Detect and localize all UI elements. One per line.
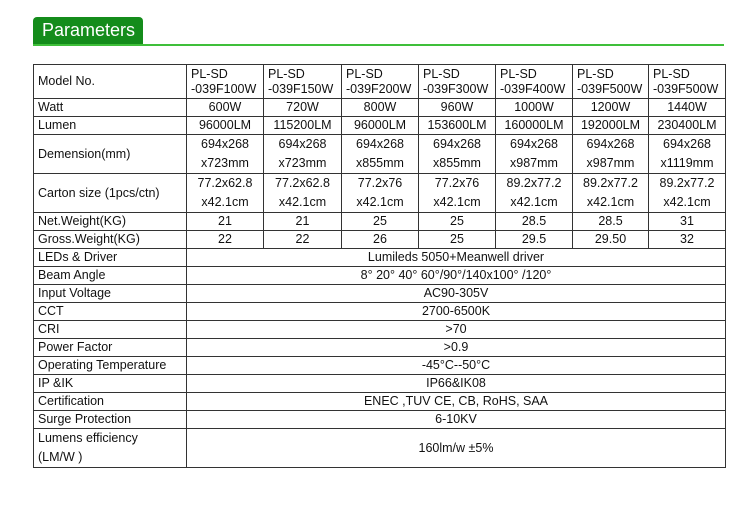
model-series: PL-SD	[191, 66, 228, 81]
label-line: (LM/W )	[38, 450, 83, 464]
value-line: 694x268	[586, 137, 635, 151]
model-series: PL-SD	[268, 66, 305, 81]
value-line: 77.2x76	[434, 176, 480, 190]
row-watt	[34, 99, 726, 117]
value-line: 694x268	[663, 137, 711, 151]
row-label: Power Factor	[34, 339, 187, 357]
row-shared	[34, 393, 726, 411]
row-shared	[34, 249, 726, 267]
value-cell	[573, 174, 649, 213]
row-label: Beam Angle	[34, 267, 187, 285]
shared-value: 6-10KV	[187, 411, 726, 429]
value-cell: 160000LM	[496, 117, 573, 135]
value-cell: 21	[187, 213, 264, 231]
model-series: PL-SD	[346, 66, 383, 81]
row-label: CRI	[34, 321, 187, 339]
row-label: Operating Temperature	[34, 357, 187, 375]
model-cell	[342, 65, 419, 99]
shared-value: 8° 20° 40° 60°/90°/140x100° /120°	[187, 267, 726, 285]
value-cell: 31	[649, 213, 726, 231]
value-line: x42.1cm	[663, 195, 711, 209]
value-line: 89.2x77.2	[583, 176, 638, 190]
model-code: -039F500W	[653, 81, 719, 96]
label-line: Lumens efficiency	[38, 431, 138, 445]
value-cell	[342, 135, 419, 174]
value-line: x855mm	[356, 156, 404, 170]
value-line: x855mm	[433, 156, 481, 170]
value-cell: 96000LM	[187, 117, 264, 135]
model-series: PL-SD	[500, 66, 537, 81]
shared-value: 2700-6500K	[187, 303, 726, 321]
value-line: x42.1cm	[433, 195, 481, 209]
value-cell: 1000W	[496, 99, 573, 117]
value-cell	[419, 135, 496, 174]
model-code: -039F300W	[423, 81, 489, 96]
row-lumen	[34, 117, 726, 135]
value-cell: 25	[419, 213, 496, 231]
value-line: 694x268	[433, 137, 481, 151]
value-line: x1119mm	[660, 156, 714, 170]
model-code: -039F200W	[346, 81, 412, 96]
value-line: 77.2x62.8	[197, 176, 253, 190]
row-shared	[34, 321, 726, 339]
row-shared	[34, 375, 726, 393]
value-line: 694x268	[356, 137, 404, 151]
value-cell	[496, 135, 573, 174]
value-line: x42.1cm	[586, 195, 635, 209]
value-line: x987mm	[510, 156, 558, 170]
model-code: -039F150W	[268, 81, 334, 96]
value-cell: 28.5	[496, 213, 573, 231]
value-cell	[573, 135, 649, 174]
value-line: x42.1cm	[278, 195, 327, 209]
row-carton	[34, 174, 726, 213]
row-shared	[34, 285, 726, 303]
value-cell: 800W	[342, 99, 419, 117]
row-net-weight	[34, 213, 726, 231]
model-series: PL-SD	[577, 66, 614, 81]
model-series: PL-SD	[653, 66, 690, 81]
value-line: x42.1cm	[356, 195, 404, 209]
value-cell: 21	[264, 213, 342, 231]
value-cell: 28.5	[573, 213, 649, 231]
model-cell	[496, 65, 573, 99]
value-cell: 26	[342, 231, 419, 249]
value-cell	[264, 135, 342, 174]
row-label: LEDs & Driver	[34, 249, 187, 267]
value-line: 77.2x76	[357, 176, 403, 190]
row-label: Lumen	[34, 117, 187, 135]
row-label: CCT	[34, 303, 187, 321]
value-cell: 25	[419, 231, 496, 249]
model-cell	[573, 65, 649, 99]
row-label: Net.Weight(KG)	[34, 213, 187, 231]
row-label: Carton size (1pcs/ctn)	[34, 174, 187, 213]
value-cell: 1200W	[573, 99, 649, 117]
shared-value: AC90-305V	[187, 285, 726, 303]
value-line: 89.2x77.2	[659, 176, 715, 190]
model-code: -039F100W	[191, 81, 257, 96]
shared-value: >0.9	[187, 339, 726, 357]
value-line: 77.2x62.8	[275, 176, 330, 190]
row-label	[34, 429, 187, 468]
shared-value: >70	[187, 321, 726, 339]
model-cell	[264, 65, 342, 99]
section-title-tab	[33, 17, 143, 44]
value-line: 694x268	[510, 137, 558, 151]
value-line: x987mm	[586, 156, 635, 170]
value-line: 694x268	[278, 137, 327, 151]
value-cell	[264, 174, 342, 213]
model-cell	[419, 65, 496, 99]
value-line: x42.1cm	[510, 195, 558, 209]
value-cell: 25	[342, 213, 419, 231]
row-label: Gross.Weight(KG)	[34, 231, 187, 249]
row-label: Watt	[34, 99, 187, 117]
model-cell	[649, 65, 726, 99]
row-label: Surge Protection	[34, 411, 187, 429]
value-line: 694x268	[201, 137, 249, 151]
row-shared	[34, 303, 726, 321]
value-cell: 96000LM	[342, 117, 419, 135]
value-cell: 1440W	[649, 99, 726, 117]
value-line: 89.2x77.2	[506, 176, 562, 190]
row-shared	[34, 357, 726, 375]
row-label: Certification	[34, 393, 187, 411]
value-cell: 192000LM	[573, 117, 649, 135]
value-cell: 153600LM	[419, 117, 496, 135]
value-line: x42.1cm	[201, 195, 249, 209]
model-code: -039F400W	[500, 81, 566, 96]
value-cell: 960W	[419, 99, 496, 117]
value-cell: 32	[649, 231, 726, 249]
row-label: IP &IK	[34, 375, 187, 393]
row-shared	[34, 411, 726, 429]
shared-value: Lumileds 5050+Meanwell driver	[187, 249, 726, 267]
value-cell: 230400LM	[649, 117, 726, 135]
section-title: Parameters	[42, 20, 136, 40]
value-cell	[649, 174, 726, 213]
model-row	[34, 65, 726, 99]
row-label: Model No.	[34, 65, 187, 99]
value-cell	[496, 174, 573, 213]
value-cell	[187, 135, 264, 174]
value-cell: 600W	[187, 99, 264, 117]
row-dimension	[34, 135, 726, 174]
model-code: -039F500W	[577, 81, 643, 96]
row-label: Input Voltage	[34, 285, 187, 303]
value-cell: 29.5	[496, 231, 573, 249]
row-shared	[34, 267, 726, 285]
row-label: Demension(mm)	[34, 135, 187, 174]
value-line: x723mm	[201, 156, 249, 170]
section-divider	[33, 44, 724, 46]
shared-value: IP66&IK08	[187, 375, 726, 393]
row-shared	[34, 429, 726, 468]
shared-value: ENEC ,TUV CE, CB, RoHS, SAA	[187, 393, 726, 411]
model-cell	[187, 65, 264, 99]
model-series: PL-SD	[423, 66, 460, 81]
value-cell: 22	[187, 231, 264, 249]
value-cell: 115200LM	[264, 117, 342, 135]
value-cell	[649, 135, 726, 174]
value-cell	[187, 174, 264, 213]
shared-value: -45°C--50°C	[187, 357, 726, 375]
value-cell: 720W	[264, 99, 342, 117]
row-shared	[34, 339, 726, 357]
shared-value: 160lm/w ±5%	[187, 429, 726, 468]
value-cell	[419, 174, 496, 213]
value-cell: 29.50	[573, 231, 649, 249]
value-cell	[342, 174, 419, 213]
value-cell: 22	[264, 231, 342, 249]
row-gross-weight	[34, 231, 726, 249]
parameters-table	[33, 64, 726, 468]
value-line: x723mm	[278, 156, 327, 170]
